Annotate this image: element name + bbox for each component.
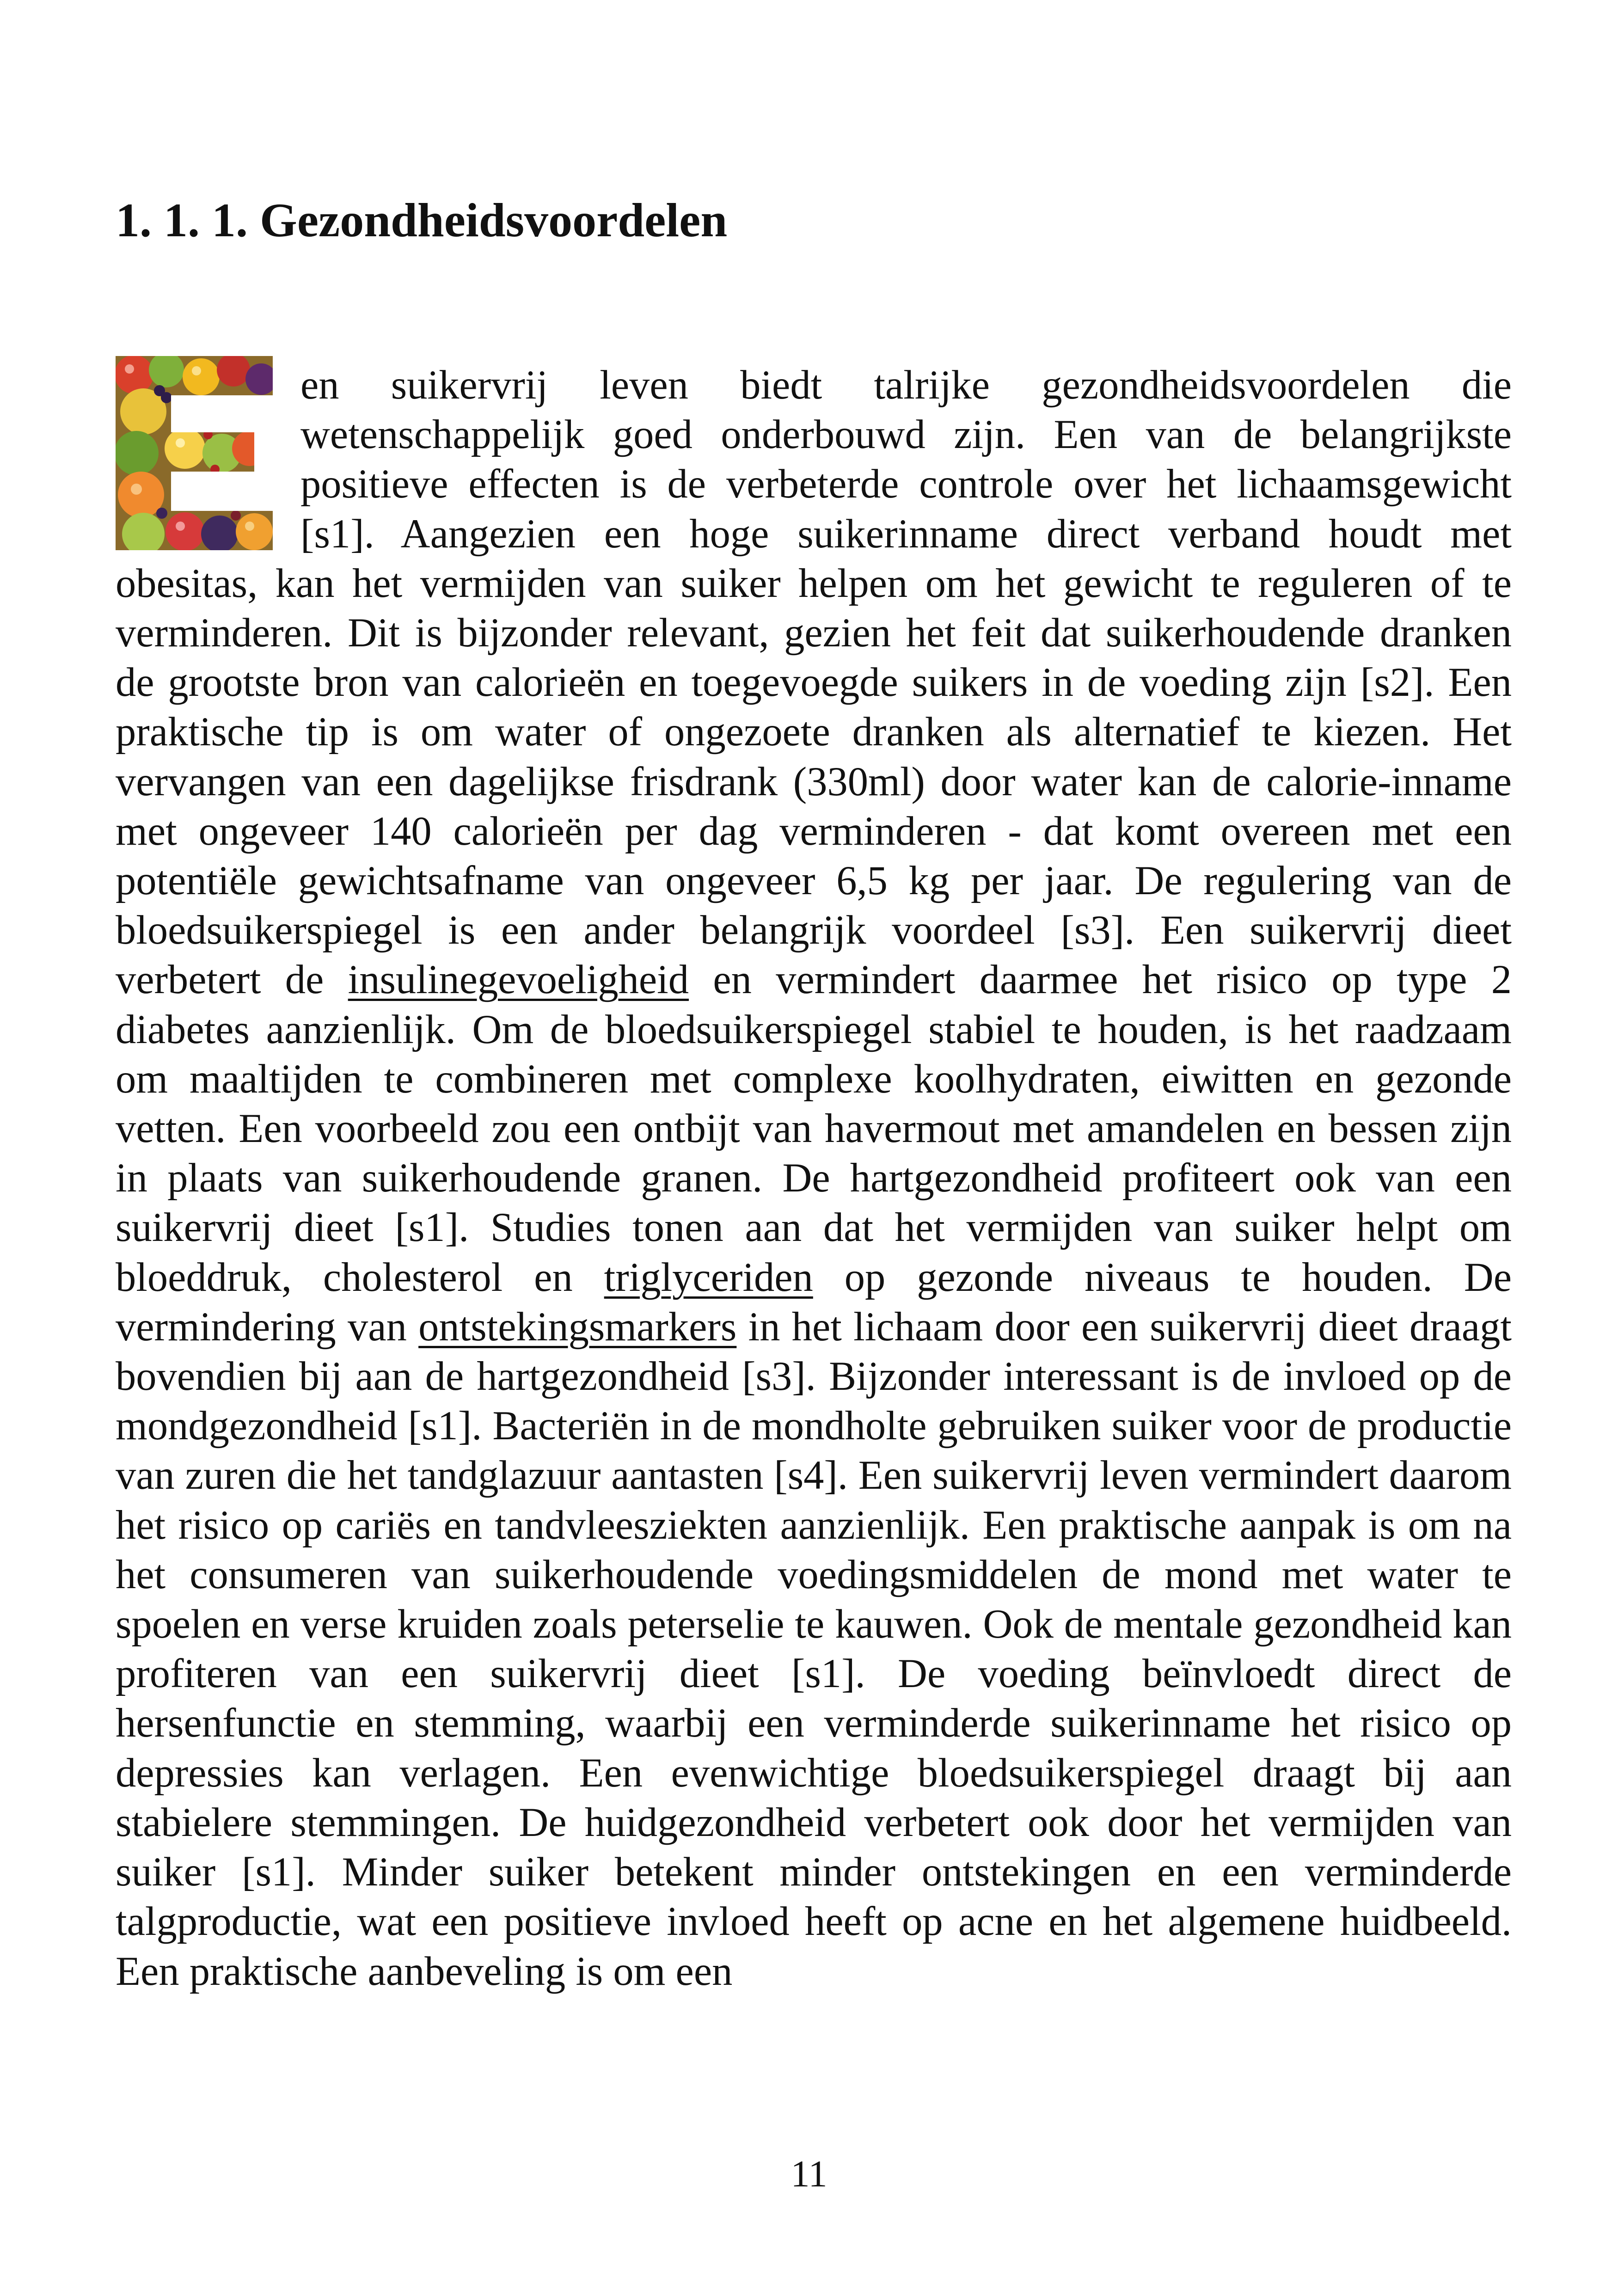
page-number: 11 xyxy=(791,2153,827,2195)
paragraph-text: op gezonde niveaus te houden. De vermindering van xyxy=(116,1254,1512,1350)
body-paragraph xyxy=(116,361,1512,1996)
section-heading: 1. 1. 1. Gezondheidsvoordelen xyxy=(116,194,728,247)
term-insulinegevoeligheid: insulinegevoeligheid xyxy=(348,957,689,1003)
paragraph-text: en vermindert daarmee het risico op type 2 diabetes aanzienlijk. Om de bloedsuikerspiegel stabiel te houden, is het raadzaam om maaltijden te combineren met complexe koolhydraten, eiwitten en gezonde vetten. Een voorbeeld zou een ontbijt van havermout met amandelen en bessen zijn in plaats van suikerhoudende granen. De hartgezondheid profiteert ook van een suikervrij dieet [s1]. Studies tonen aan dat het vermijden van suiker helpt om bloeddruk, cholesterol en xyxy=(116,957,1512,1300)
paragraph-text: in het lichaam door een suikervrij dieet draagt bovendien bij aan de hartgezondheid [s3]. Bijzonder interessant is de invloed op de mondgezondheid [s1]. Bacteriën in de mondholte gebruiken suiker voor de productie van zuren die het tandglazuur aantasten [s4]. Een suikervrij leven vermindert daarom het risico op cariës en tandvleesziekten aanzienlijk. Een praktische aanpak is om na het consumeren van suikerhoudende voedingsmiddelen de mond met water te spoelen en verse kruiden zoals peterselie te kauwen. Ook de mentale gezondheid kan profiteren van een suikervrij dieet [s1]. De voeding beïnvloedt direct de hersenfunctie en stemming, waarbij een verminderde suikerinname het risico op depressies kan verlagen. Een evenwichtige bloedsuikerspiegel draagt bij aan stabielere stemmingen. De huidgezondheid verbetert ook door het vermijden van suiker [s1]. Minder suiker betekent minder ontstekingen en een verminderde talgproductie, wat een positieve invloed heeft op acne en het algemene huidbeeld. Een praktische aanbeveling is om een xyxy=(116,1304,1512,1994)
paragraph-text: en suikervrij leven biedt talrijke gezondheidsvoordelen die wetenschappelijk goed onderbouwd zijn. Een van de belangrijkste positieve effecten is de verbeterde controle over het lichaamsgewicht [s1]. Aangezien een hoge suikerinname direct verband houdt met obesitas, kan het vermijden van suiker helpen om het gewicht te reguleren of te verminderen. Dit is bijzonder relevant, gezien het feit dat suikerhoudende dranken de grootste bron van calorieën en toegevoegde suikers in de voeding zijn [s2]. Een praktische tip is om water of ongezoete dranken als alternatief te kiezen. Het vervangen van een dagelijkse frisdrank (330ml) door water kan de calorie-inname met ongeveer 140 calorieën per dag verminderen - dat komt overeen met een potentiële gewichtsafname van ongeveer 6,5 kg per jaar. De regulering van de bloedsuikerspiegel is een ander belangrijk voordeel [s3]. Een suikervrij dieet verbetert de xyxy=(116,362,1512,1003)
dropcap-space xyxy=(116,361,300,559)
term-ontstekingsmarkers: ontstekingsmarkers xyxy=(418,1304,737,1350)
term-triglyceriden: triglyceriden xyxy=(604,1254,813,1300)
